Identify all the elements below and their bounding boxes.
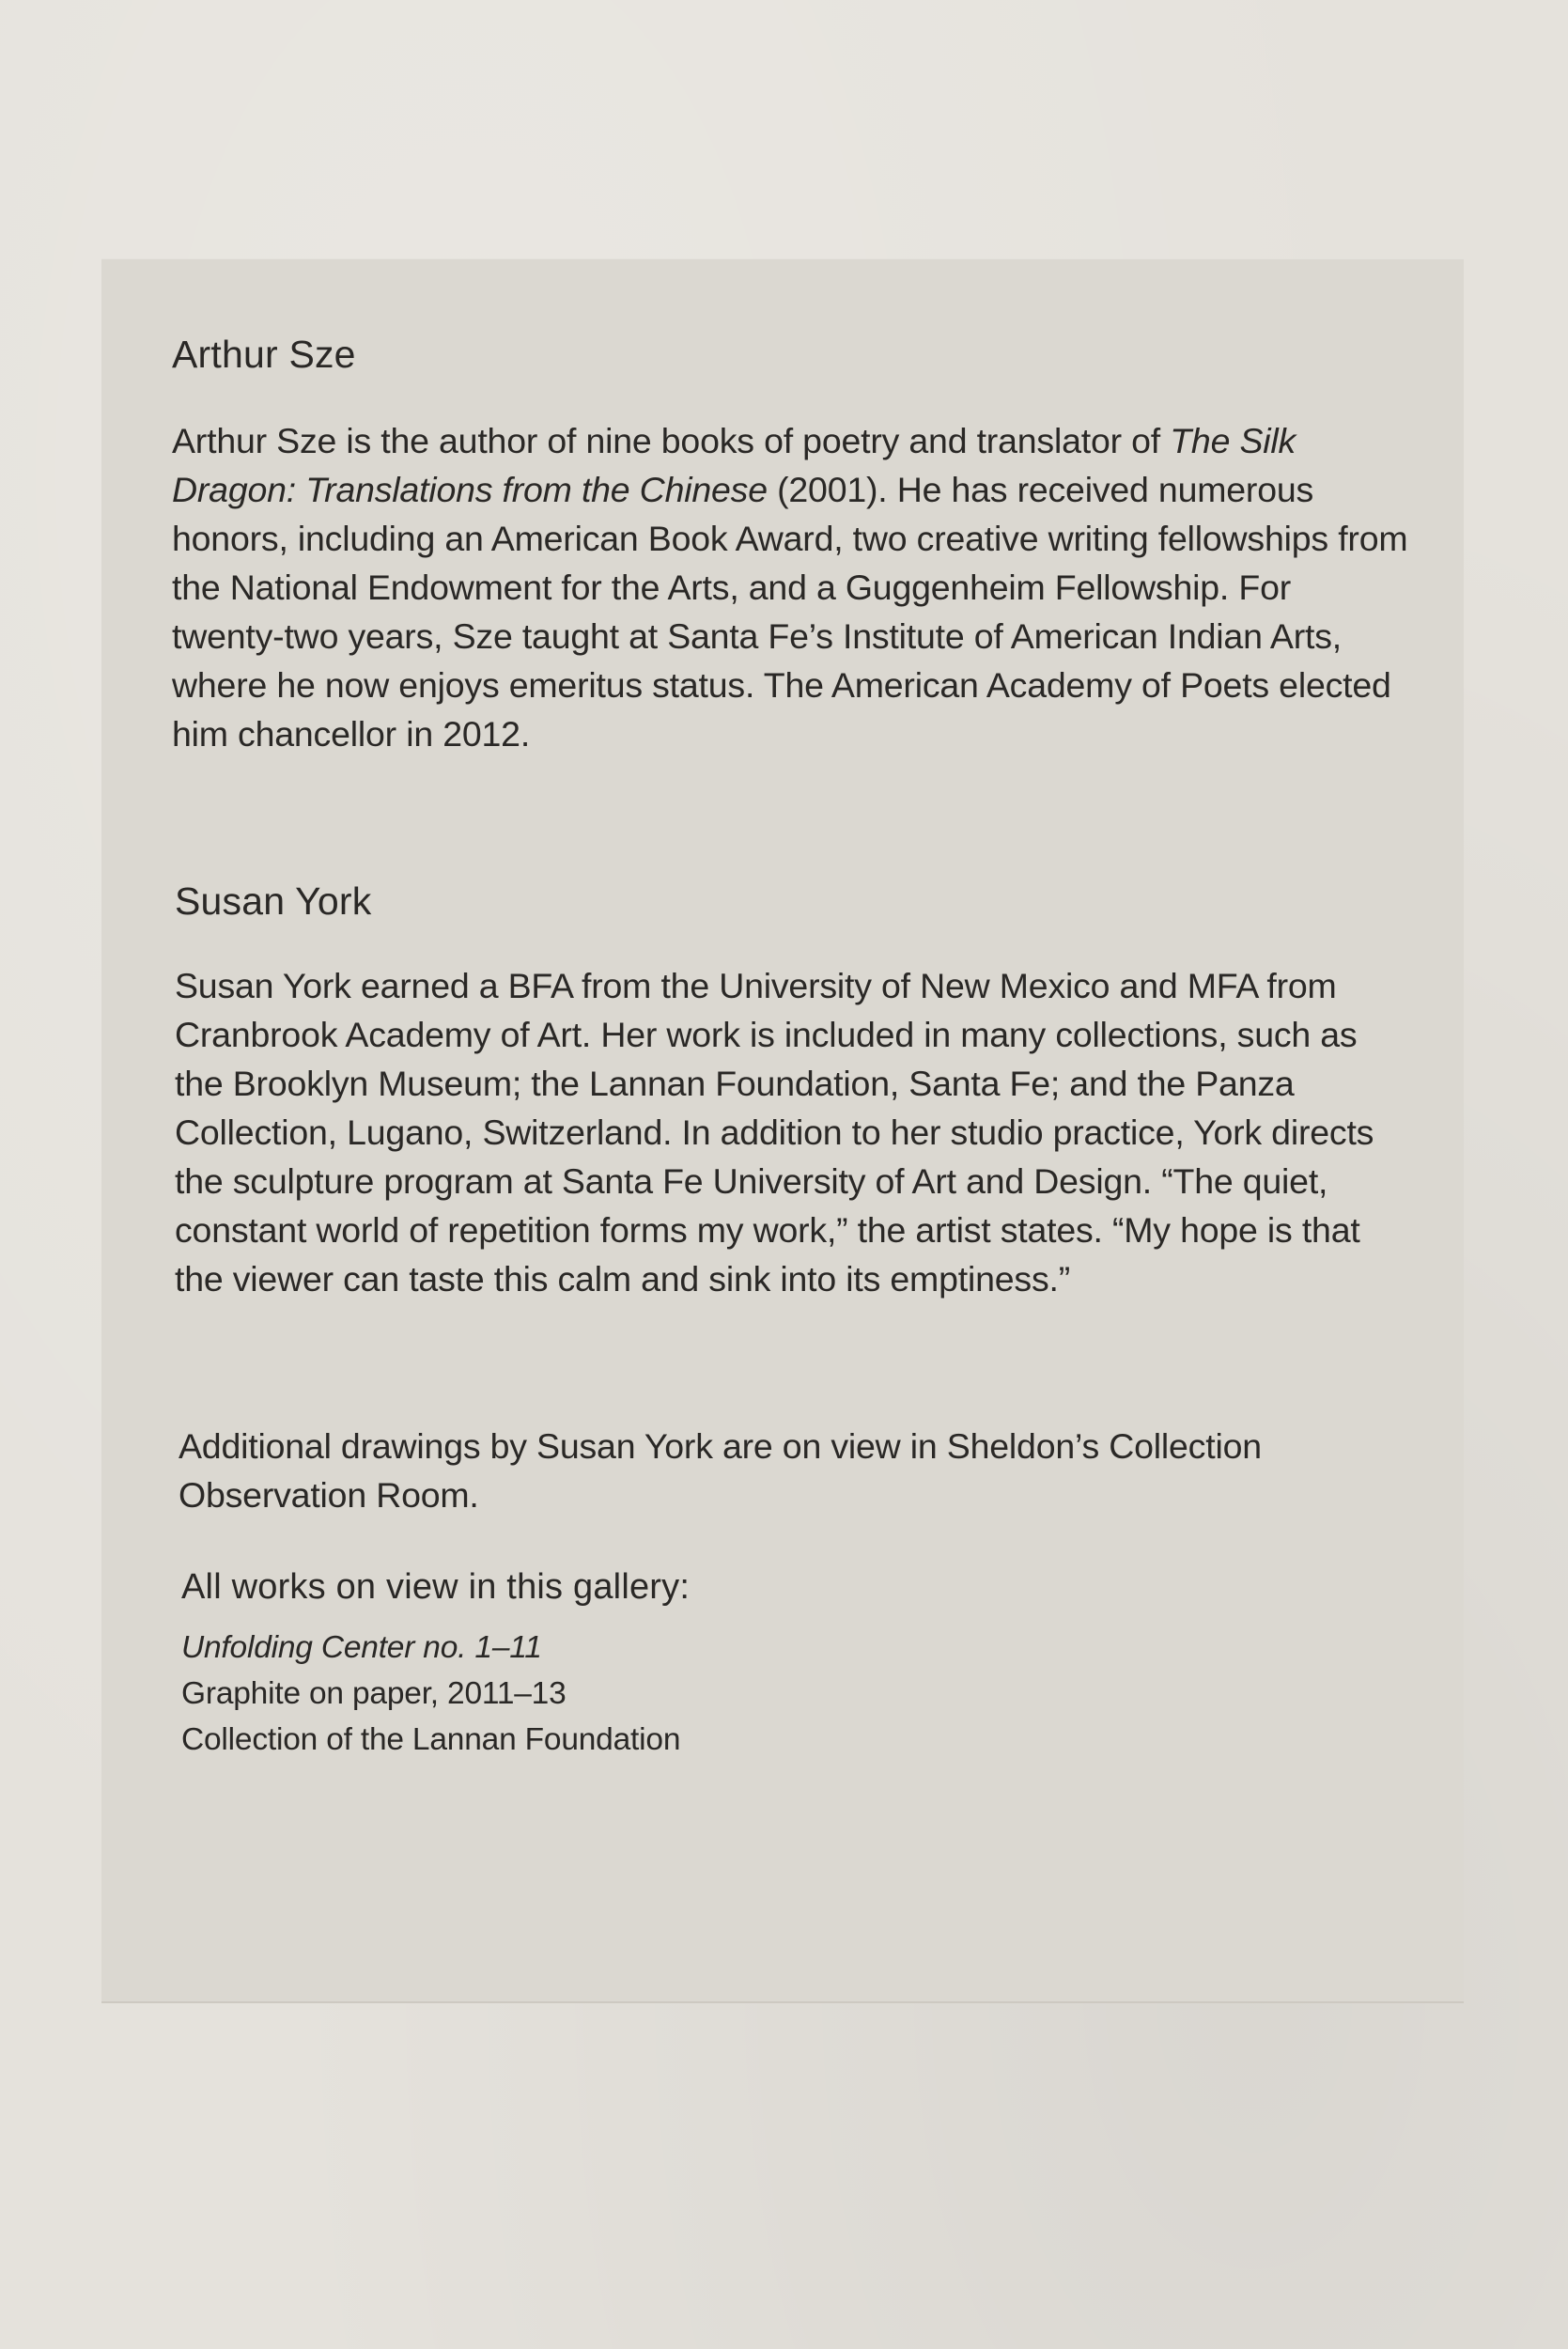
artist-bio-arthur-sze [172,416,1412,758]
artist-bio-susan-york: Susan York earned a BFA from the University of New Mexico and MFA from Cranbrook Academy of Art. Her work is included in many collections, such as the Brooklyn Museum; the Lannan Foundation, Santa Fe; and the Panza Collection, Lugano, Switzerland. In addition to her studio practice, York directs the sculpture program at Santa Fe University of Art and Design. “The quiet, constant world of repetition forms my work,” the artist states. “My hope is that the viewer can taste this calm and sink into its emptiness.” [175,966,1374,1299]
book-title: The Silk Dragon: Translations from the Chinese [172,421,1296,509]
additional-drawings-note: Additional drawings by Susan York are on view in Sheldon’s Collection Observation Room. [179,1426,1262,1515]
bio-text-after-title: (2001). He has received numerous honors, including an American Book Award, two creative writing fellowships from the National Endowment for the Arts, and a Guggenheim Fellowship. For twenty-two years, Sze taught at Santa Fe’s Institute of American Indian Arts, where he now enjoys emeritus status. The American Academy of Poets elected him chancellor in 2012. [172,470,1408,754]
work-collection: Collection of the Lannan Foundation [181,1722,681,1757]
work-medium: Graphite on paper, 2011–13 [181,1676,567,1711]
wall-label-panel [101,258,1464,2003]
artist-name-susan-york: Susan York [175,879,372,923]
artist-name-arthur-sze: Arthur Sze [172,333,356,376]
work-title: Unfolding Center no. 1–11 [181,1630,542,1665]
works-on-view-heading: All works on view in this gallery: [181,1567,691,1607]
bio-text-before-title: Arthur Sze is the author of nine books of poetry and translator of [172,421,1171,460]
